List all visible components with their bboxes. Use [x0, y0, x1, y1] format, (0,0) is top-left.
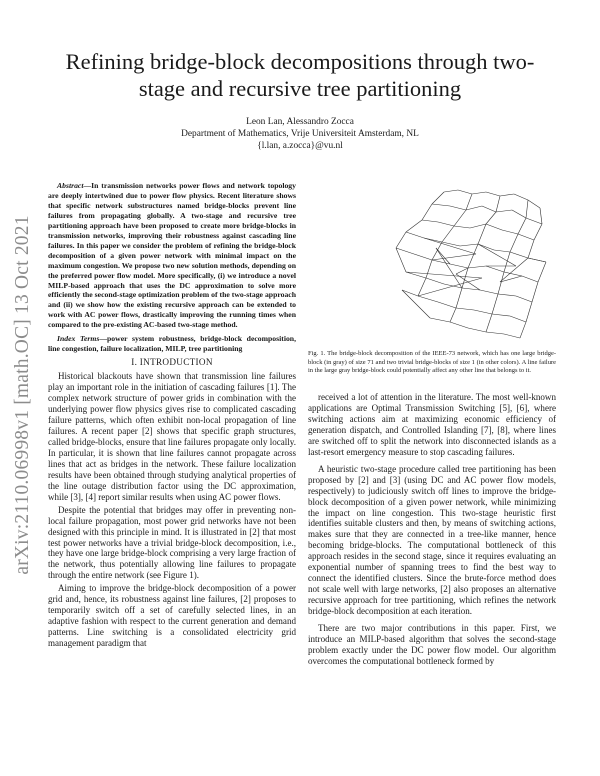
- graph-edge: [402, 290, 430, 318]
- arxiv-sidebar: [8, 160, 38, 630]
- graph-edge: [532, 282, 538, 302]
- graph-edge: [466, 206, 482, 210]
- graph-edge: [472, 192, 486, 194]
- graph-edge: [516, 296, 532, 302]
- intro-paragraph-3: Aiming to improve the bridge-block decomposition of a power grid and, hence, its robustness against line failures, [2] proposes to temporarily switch off a set of carefully selected lines, in an adaptive fashion with respect to the current generation and demand patterns. Line switching is a consolidated electricity grid management paradigm that: [48, 583, 296, 649]
- graph-edge: [454, 210, 466, 226]
- graph-edge: [422, 220, 438, 222]
- graph-edge: [474, 310, 492, 314]
- graph-edge: [442, 226, 454, 242]
- graph-edge: [468, 266, 486, 268]
- index-terms-lead: Index Terms: [57, 334, 100, 344]
- graph-edge: [466, 194, 472, 210]
- graph-edge: [522, 276, 538, 282]
- intro-paragraph-6: There are two major contributions in this paper. First, we introduce an MILP-based algorithm that solves the second-stage problem exactly under the DC power flow model. Our algorithm overcomes the computational bottleneck formed by: [308, 623, 556, 666]
- abstract: [48, 181, 296, 330]
- graph-edge: [498, 272, 504, 294]
- graph-edges: [396, 190, 546, 338]
- graph-edge: [496, 196, 500, 212]
- graph-edge: [528, 258, 546, 262]
- graph-edge: [460, 244, 478, 246]
- right-column-text: [308, 392, 556, 669]
- graph-edge: [406, 232, 424, 238]
- intro-paragraph-1: Historical blackouts have shown that transmission line failures play an important role in the initiation of cascading failures [1]. The complex network structure of power grids in combination with the underlying power flow physics gives rise to complicated cascading failure patterns, which often exhibit non-local propagation of line failures. A recent paper [2] shows that specific graph structures, called bridge-blocks, ensure that line failures propagate only locally. In particular, it is shown that line failures cannot propagate across lines that act as bridges in the network. These failure localization results have been obtained through studying analytical properties of the line outage distribution factor using the DC approximation, while [3], [4] report similar results when using AC power flows.: [48, 371, 296, 502]
- graph-edge: [526, 200, 528, 218]
- graph-edge: [486, 314, 492, 332]
- graph-edge: [432, 204, 450, 206]
- graph-edge: [486, 266, 504, 272]
- graph-edge: [436, 248, 462, 288]
- graph-edge: [468, 244, 478, 268]
- graph-edge: [426, 260, 432, 278]
- graph-edge: [512, 210, 526, 218]
- graph-edge: [540, 208, 542, 224]
- graph-edge: [396, 248, 414, 254]
- graph-edge: [418, 278, 482, 296]
- graph-edge: [520, 322, 526, 338]
- graph-edge: [430, 318, 450, 322]
- graph-edge: [432, 254, 476, 260]
- graph-edge: [486, 212, 496, 224]
- graph-edge: [422, 204, 432, 220]
- graph-edge: [482, 206, 496, 212]
- graph-edge: [480, 290, 498, 294]
- graph-edge: [504, 334, 520, 338]
- graph-edge: [534, 224, 542, 240]
- graph-edge: [494, 250, 510, 252]
- graph-edge: [462, 268, 468, 288]
- graph-edge: [526, 302, 532, 322]
- graph-edge: [456, 308, 474, 310]
- graph-edge: [402, 290, 418, 296]
- graph-edge: [478, 224, 486, 244]
- graph-edge: [450, 206, 466, 210]
- paper-title: Refining bridge-block decompositions through two-stage and recursive tree partitioning: [65, 49, 535, 101]
- graph-edge: [450, 308, 456, 322]
- graph-edge: [450, 264, 468, 268]
- graph-edge: [538, 262, 546, 282]
- graph-edge: [514, 194, 528, 200]
- graph-edge: [470, 224, 486, 228]
- paper-authors: Leon Lan, Alessandro Zocca: [246, 117, 354, 127]
- graph-edge: [424, 238, 476, 254]
- graph-edge: [486, 332, 504, 334]
- graph-edge: [478, 244, 494, 250]
- graph-edge: [468, 328, 486, 332]
- graph-edge: [510, 252, 528, 258]
- graph-edge: [510, 234, 518, 252]
- graph-edge: [426, 278, 444, 284]
- graph-edge: [504, 272, 522, 276]
- index-terms-text: —power system robustness, bridge-block decomposition, line congestion, failure localization, MILP, tree partitioning: [48, 334, 297, 354]
- arxiv-identifier: arXiv:2110.06998v1 [math.OC] 13 Oct 2021: [12, 215, 33, 575]
- graph-edge: [438, 222, 454, 226]
- graph-edge: [458, 190, 472, 194]
- graph-edge: [432, 192, 444, 204]
- graph-edge: [414, 254, 432, 260]
- section-heading-introduction: I. INTRODUCTION: [131, 357, 213, 368]
- graph-edge: [510, 316, 526, 322]
- graph-edge: [396, 232, 406, 248]
- figure-caption: Fig. 1. The bridge-block decomposition of the IEEE-73 network, which has one large bridge-block (in gray) of size 71 and two trivial bridge-blocks of size 1 (in other colors). A line failure in the large gray bridge-block could potentially affect any other line that belongs to it.: [308, 350, 556, 375]
- intro-paragraph-5: A heuristic two-stage procedure called tree partitioning has been proposed by [2] and [3] (using DC and AC power flow models, respectively) to judiciously switch off lines to improve the bridge-block decomposition of a given power network, while minimizing the impact on line congestion. This two-stage heuristic first identifies suitable clusters and then, by means of switching actions, makes sure that they are connected in a tree-like manner, hence becoming bridge-blocks. The computational bottleneck of this approach resides in the second stage, since it requires evaluating an exponential number of spanning trees to find the best way to connect the identified clusters. Since the brute-force method does not scale well with large networks, [2] also proposes an alternative recursive approach for tree partitioning, which refines the network bridge-block decomposition at each iteration.: [308, 463, 556, 617]
- graph-edge: [418, 278, 426, 296]
- graph-edge: [496, 210, 512, 212]
- graph-edge: [438, 302, 456, 308]
- graph-edge: [450, 322, 468, 328]
- paper-affiliation: Department of Mathematics, Vrije Universiteit Amsterdam, NL: [181, 129, 419, 139]
- graph-edge: [492, 314, 510, 316]
- paper-emails: {l.lan, a.zocca}@vu.nl: [257, 141, 343, 151]
- graph-edge: [406, 272, 482, 278]
- graph-edge: [528, 200, 540, 208]
- graph-edge: [442, 242, 460, 246]
- graph-edge: [498, 294, 516, 296]
- graph-edge: [486, 224, 502, 230]
- left-column: [48, 181, 296, 651]
- graph-edge: [518, 218, 526, 234]
- figure-network-graph: [366, 182, 556, 342]
- index-terms: [48, 334, 296, 354]
- graph-edge: [502, 230, 518, 234]
- graph-edge: [444, 190, 458, 192]
- abstract-text: —In transmission networks power flows and network topology are deeply intertwined due to power flow physics. Recent literature shows that specific network substructures named bridge-blocks prevent line failures from propagating globally. A two-stage and recursive tree partitioning approach have been proposed to create more bridge-blocks in transmission networks, improving their robustness against cascading line failures. In this paper we consider the problem of refining the bridge-block decomposition of a given power network with minimal impact on the maximum congestion. We propose two new solution methods, depending on the preferred power flow model. More specifically, (i) we introduce a novel MILP-based approach that uses the DC approximation to solve more efficiently the second-stage optimization problem of the two-stage approach and (ii) we show how the existing recursive approach can be extended to work with AC power flows, drastically improving the running times when compared to the pre-existing AC-based two-stage method.: [48, 181, 296, 330]
- graph-edge: [526, 218, 542, 224]
- graph-edge: [418, 296, 438, 302]
- graph-edge: [500, 194, 514, 196]
- graph-edge: [396, 248, 406, 272]
- graph-edge: [456, 288, 462, 308]
- graph-edge: [486, 192, 500, 196]
- intro-paragraph-4: received a lot of attention in the literature. The most well-known applications are Optimal Transmission Switching [5], [6], where switching actions aim at maximizing economic efficiency of generation dispatch, and Controlled Islanding [7], [8], where lines are switched off to split the network into disconnected islands as a last-resort emergency measure to stop cascading failures.: [308, 392, 556, 457]
- graph-edge: [518, 234, 534, 240]
- graph-edge: [454, 226, 470, 228]
- graph-edge: [492, 294, 498, 314]
- graph-edge: [432, 242, 442, 260]
- graph-edge: [406, 220, 422, 232]
- graph-edge: [478, 244, 516, 266]
- graph-edge: [528, 240, 534, 258]
- intro-paragraph-2: Despite the potential that bridges may offer in preventing non-local failure propagation, most power grid networks have not been designed with this principle in mind. It is illustrated in [2] that most test power networks have a trivial bridge-block decomposition, i.e., they have one large bridge-block comprising a very large fraction of the network, thus potentially allowing line failures to propagate through the entire network (see Figure 1).: [48, 504, 296, 581]
- abstract-lead: Abstract: [57, 181, 84, 190]
